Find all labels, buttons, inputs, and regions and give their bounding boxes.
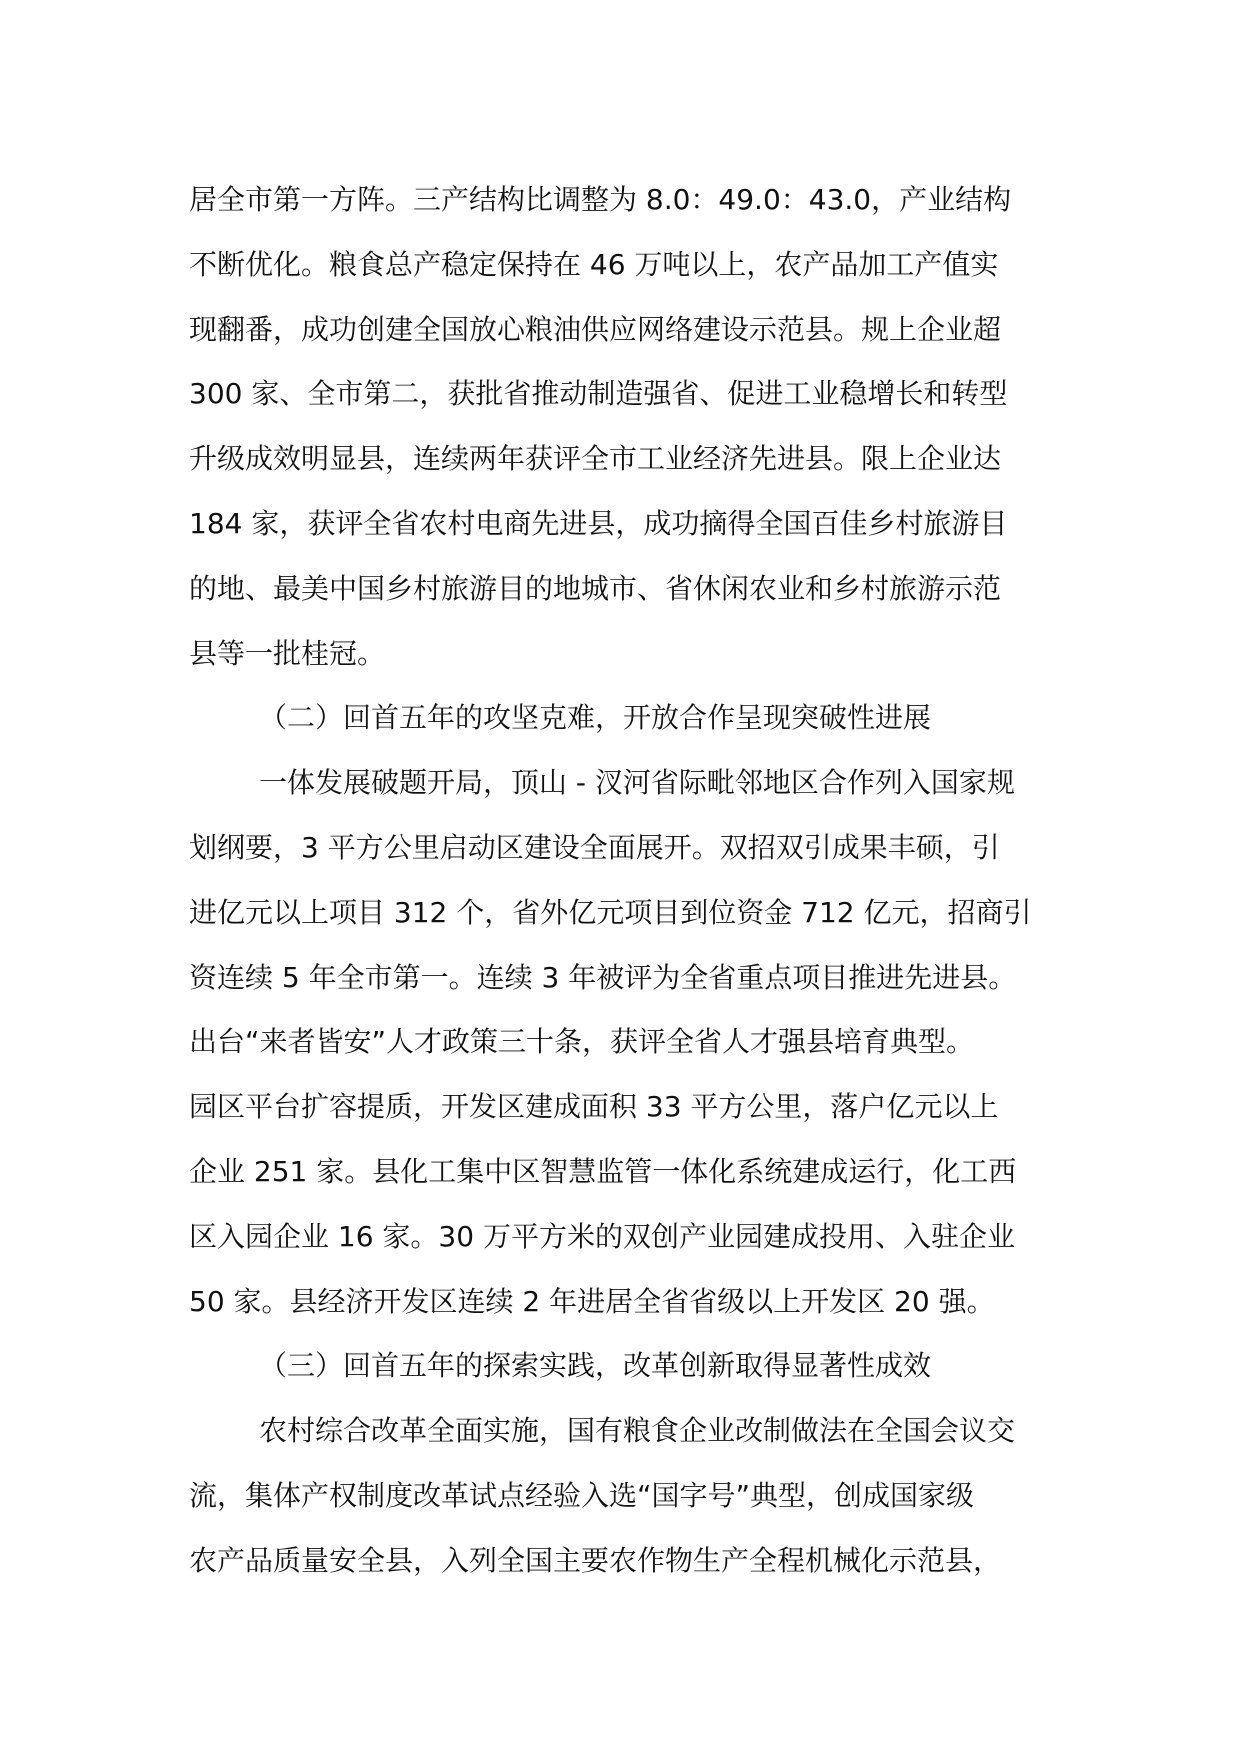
- text-line: 资连续 5 年全市第一。连续 3 年被评为全省重点项目推进先进县。: [189, 960, 1017, 994]
- text-line: 企业 251 家。县化工集中区智慧监管一体化系统建成运行，化工西: [189, 1154, 1017, 1188]
- text-line: 进亿元以上项目 312 个，省外亿元项目到位资金 712 亿元，招商引: [189, 895, 1032, 929]
- section-heading: （二）回首五年的攻坚克难，开放合作呈现突破性进展: [259, 701, 932, 735]
- text-line: 50 家。县经济开发区连续 2 年进居全省省级以上开发区 20 强。: [189, 1284, 995, 1318]
- text-line: 流，集体产权制度改革试点经验入选“国字号”典型，创成国家级: [189, 1478, 975, 1512]
- text-line: 不断优化。粮食总产稳定保持在 46 万吨以上，农产品加工产值实: [189, 247, 999, 281]
- document-body: [189, 168, 1069, 1594]
- text-line: 出台“来者皆安”人才政策三十条，获评全省人才强县培育典型。: [189, 1025, 975, 1059]
- text-line: 划纲要，3 平方公里启动区建设全面展开。双招双引成果丰硕，引: [189, 830, 1000, 864]
- text-line: 园区平台扩容提质，开发区建成面积 33 平方公里，落户亿元以上: [189, 1090, 999, 1124]
- paragraph-start: 农村综合改革全面实施，国有粮食企业改制做法在全国会议交: [259, 1414, 1016, 1448]
- section-heading: （三）回首五年的探索实践，改革创新取得显著性成效: [259, 1349, 932, 1383]
- text-line: 农产品质量安全县，入列全国主要农作物生产全程机械化示范县，: [189, 1543, 1002, 1577]
- text-line: 县等一批桂冠。: [189, 636, 386, 670]
- text-line: 区入园企业 16 家。30 万平方米的双创产业园建成投用、入驻企业: [189, 1219, 1015, 1253]
- text-line: 300 家、全市第二，获批省推动制造强省、促进工业稳增长和转型: [189, 377, 1008, 411]
- text-line: 的地、最美中国乡村旅游目的地城市、省休闲农业和乡村旅游示范: [189, 571, 1002, 605]
- text-line: 184 家，获评全省农村电商先进县，成功摘得全国百佳乡村旅游目: [189, 506, 1008, 540]
- text-line: 现翻番，成功创建全国放心粮油供应网络建设示范县。规上企业超: [189, 312, 1002, 346]
- text-line: 居全市第一方阵。三产结构比调整为 8.0：49.0：43.0，产业结构: [189, 183, 1012, 216]
- paragraph-start: 一体发展破题开局，顶山 - 汊河省际毗邻地区合作列入国家规: [259, 766, 1015, 800]
- text-line: 升级成效明显县，连续两年获评全市工业经济先进县。限上企业达: [189, 442, 1002, 476]
